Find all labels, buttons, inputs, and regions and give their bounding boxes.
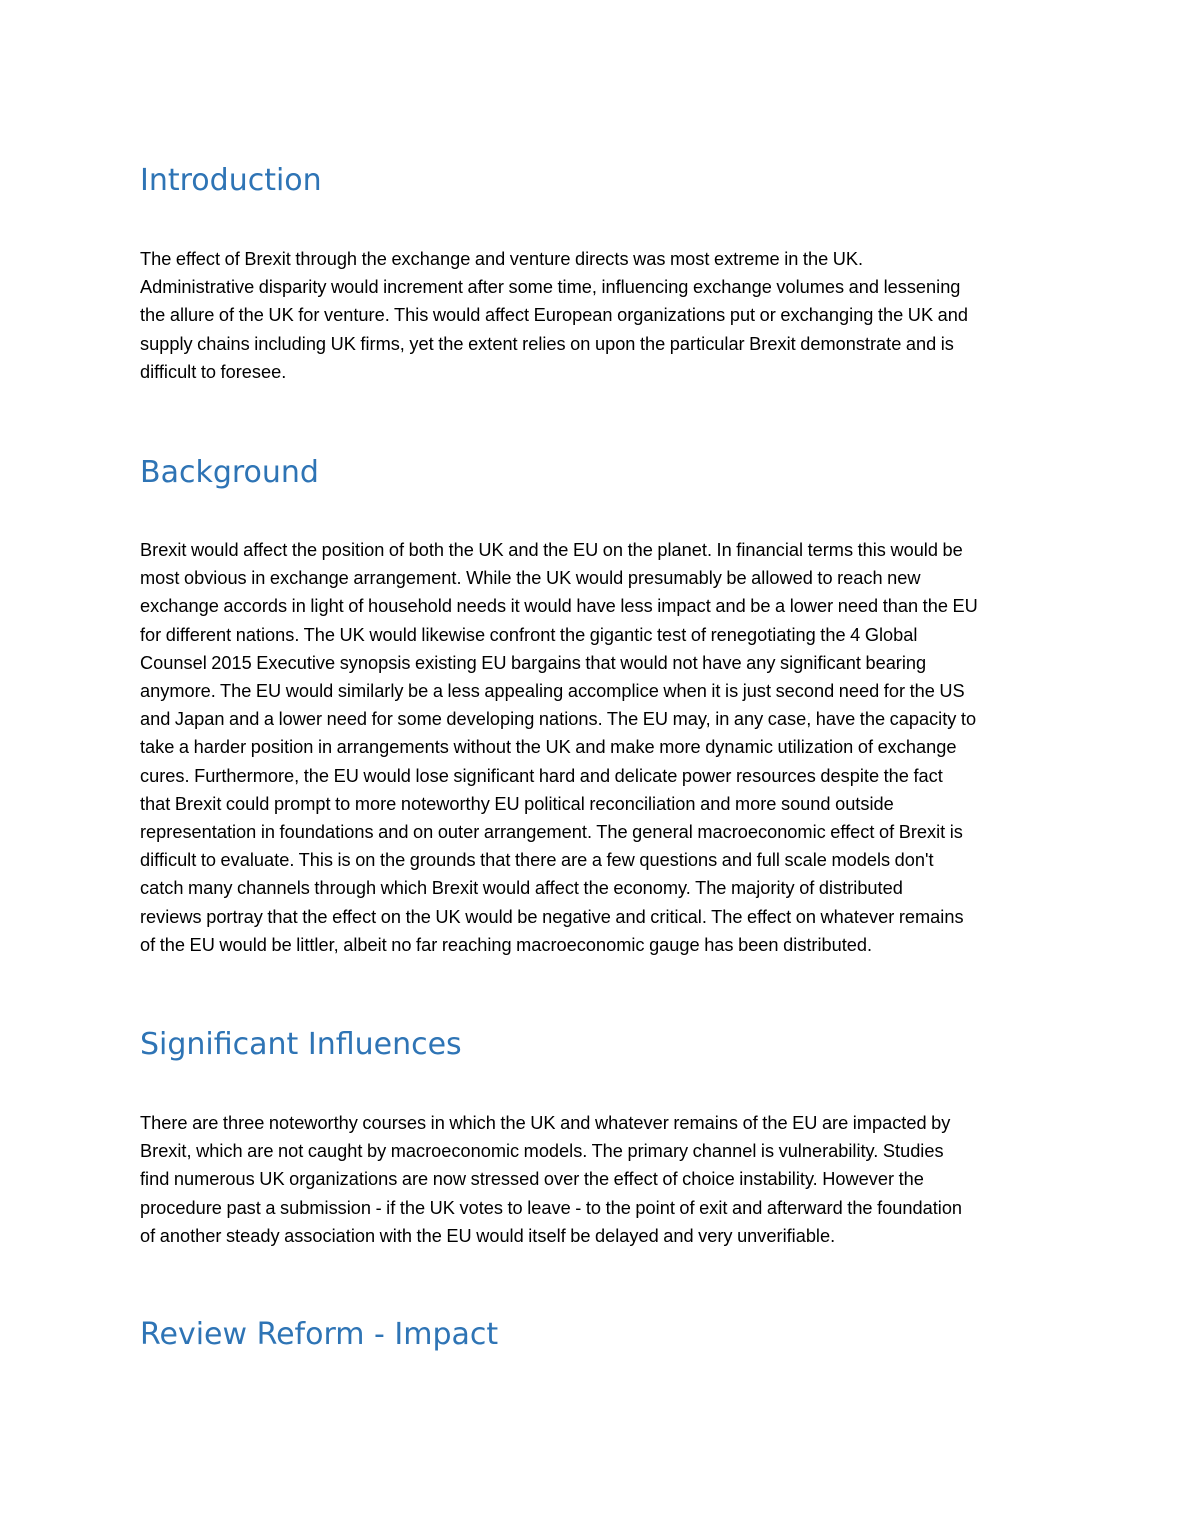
paragraph-background [140, 536, 1052, 959]
section-introduction-body [140, 245, 1052, 386]
text-line: of the EU would be littler, albeit no far reaching macroeconomic gauge has been distributed. [140, 934, 873, 955]
text-line: that Brexit could prompt to more noteworthy EU political reconciliation and more sound outside [140, 793, 894, 814]
section-background-body [140, 536, 1052, 959]
text-line: find numerous UK organizations are now stressed over the effect of choice instability. However the [140, 1169, 924, 1190]
text-line: of another steady association with the EU would itself be delayed and very unverifiable. [140, 1225, 836, 1246]
section-background-heading-wrap [140, 455, 1052, 491]
text-line: and Japan and a lower need for some developing nations. The EU may, in any case, have the capacity to [140, 709, 977, 730]
text-line: procedure past a submission - if the UK votes to leave - to the point of exit and afterward the foundation [140, 1197, 963, 1218]
text-line: There are three noteworthy courses in which the UK and whatever remains of the EU are impacted by [140, 1113, 951, 1133]
text-line: Brexit would affect the position of both the UK and the EU on the planet. In financial terms this would be [140, 540, 963, 560]
text-line: take a harder position in arrangements without the UK and make more dynamic utilization of exchange [140, 737, 957, 758]
section-significant-influences-body [140, 1109, 1052, 1250]
section-significant-influences-heading-wrap [140, 1027, 1052, 1063]
heading-background: Background [140, 455, 319, 490]
text-line: exchange accords in light of household needs it would have less impact and be a lower need than the EU [140, 596, 978, 617]
heading-significant-influences: Significant Influences [140, 1027, 462, 1062]
text-line: the allure of the UK for venture. This would affect European organizations put or exchanging the UK and [140, 305, 968, 326]
text-line: reviews portray that the effect on the UK would be negative and critical. The effect on whatever remains [140, 906, 964, 927]
heading-review-reform-impact: Review Reform - Impact [140, 1317, 499, 1352]
paragraph-introduction [140, 245, 1052, 386]
text-line: cures. Furthermore, the EU would lose significant hard and delicate power resources despite the fact [140, 765, 943, 786]
text-line: supply chains including UK firms, yet the extent relies on upon the particular Brexit demonstrate and is [140, 333, 954, 354]
heading-introduction: Introduction [140, 163, 322, 198]
text-line: Administrative disparity would increment after some time, influencing exchange volumes and lessening [140, 277, 961, 298]
text-line: most obvious in exchange arrangement. While the UK would presumably be allowed to reach new [140, 568, 921, 589]
text-line: catch many channels through which Brexit would affect the economy. The majority of distributed [140, 878, 903, 899]
text-line: representation in foundations and on outer arrangement. The general macroeconomic effect of Brexit is [140, 822, 963, 843]
text-line: Counsel 2015 Executive synopsis existing EU bargains that would not have any significant bearing [140, 652, 927, 673]
section-introduction-heading-wrap [140, 163, 1052, 199]
paragraph-significant-influences [140, 1109, 1052, 1250]
text-line: difficult to foresee. [140, 361, 287, 382]
text-line: difficult to evaluate. This is on the grounds that there are a few questions and full scale models don't [140, 850, 934, 871]
text-line: Brexit, which are not caught by macroeconomic models. The primary channel is vulnerability. Studies [140, 1141, 944, 1162]
text-line: The effect of Brexit through the exchange and venture directs was most extreme in the UK. [140, 249, 864, 269]
text-line: anymore. The EU would similarly be a less appealing accomplice when it is just second need for the US [140, 681, 965, 702]
section-review-reform-heading-wrap [140, 1317, 1052, 1353]
text-line: for different nations. The UK would likewise confront the gigantic test of renegotiating the 4 Global [140, 624, 918, 645]
